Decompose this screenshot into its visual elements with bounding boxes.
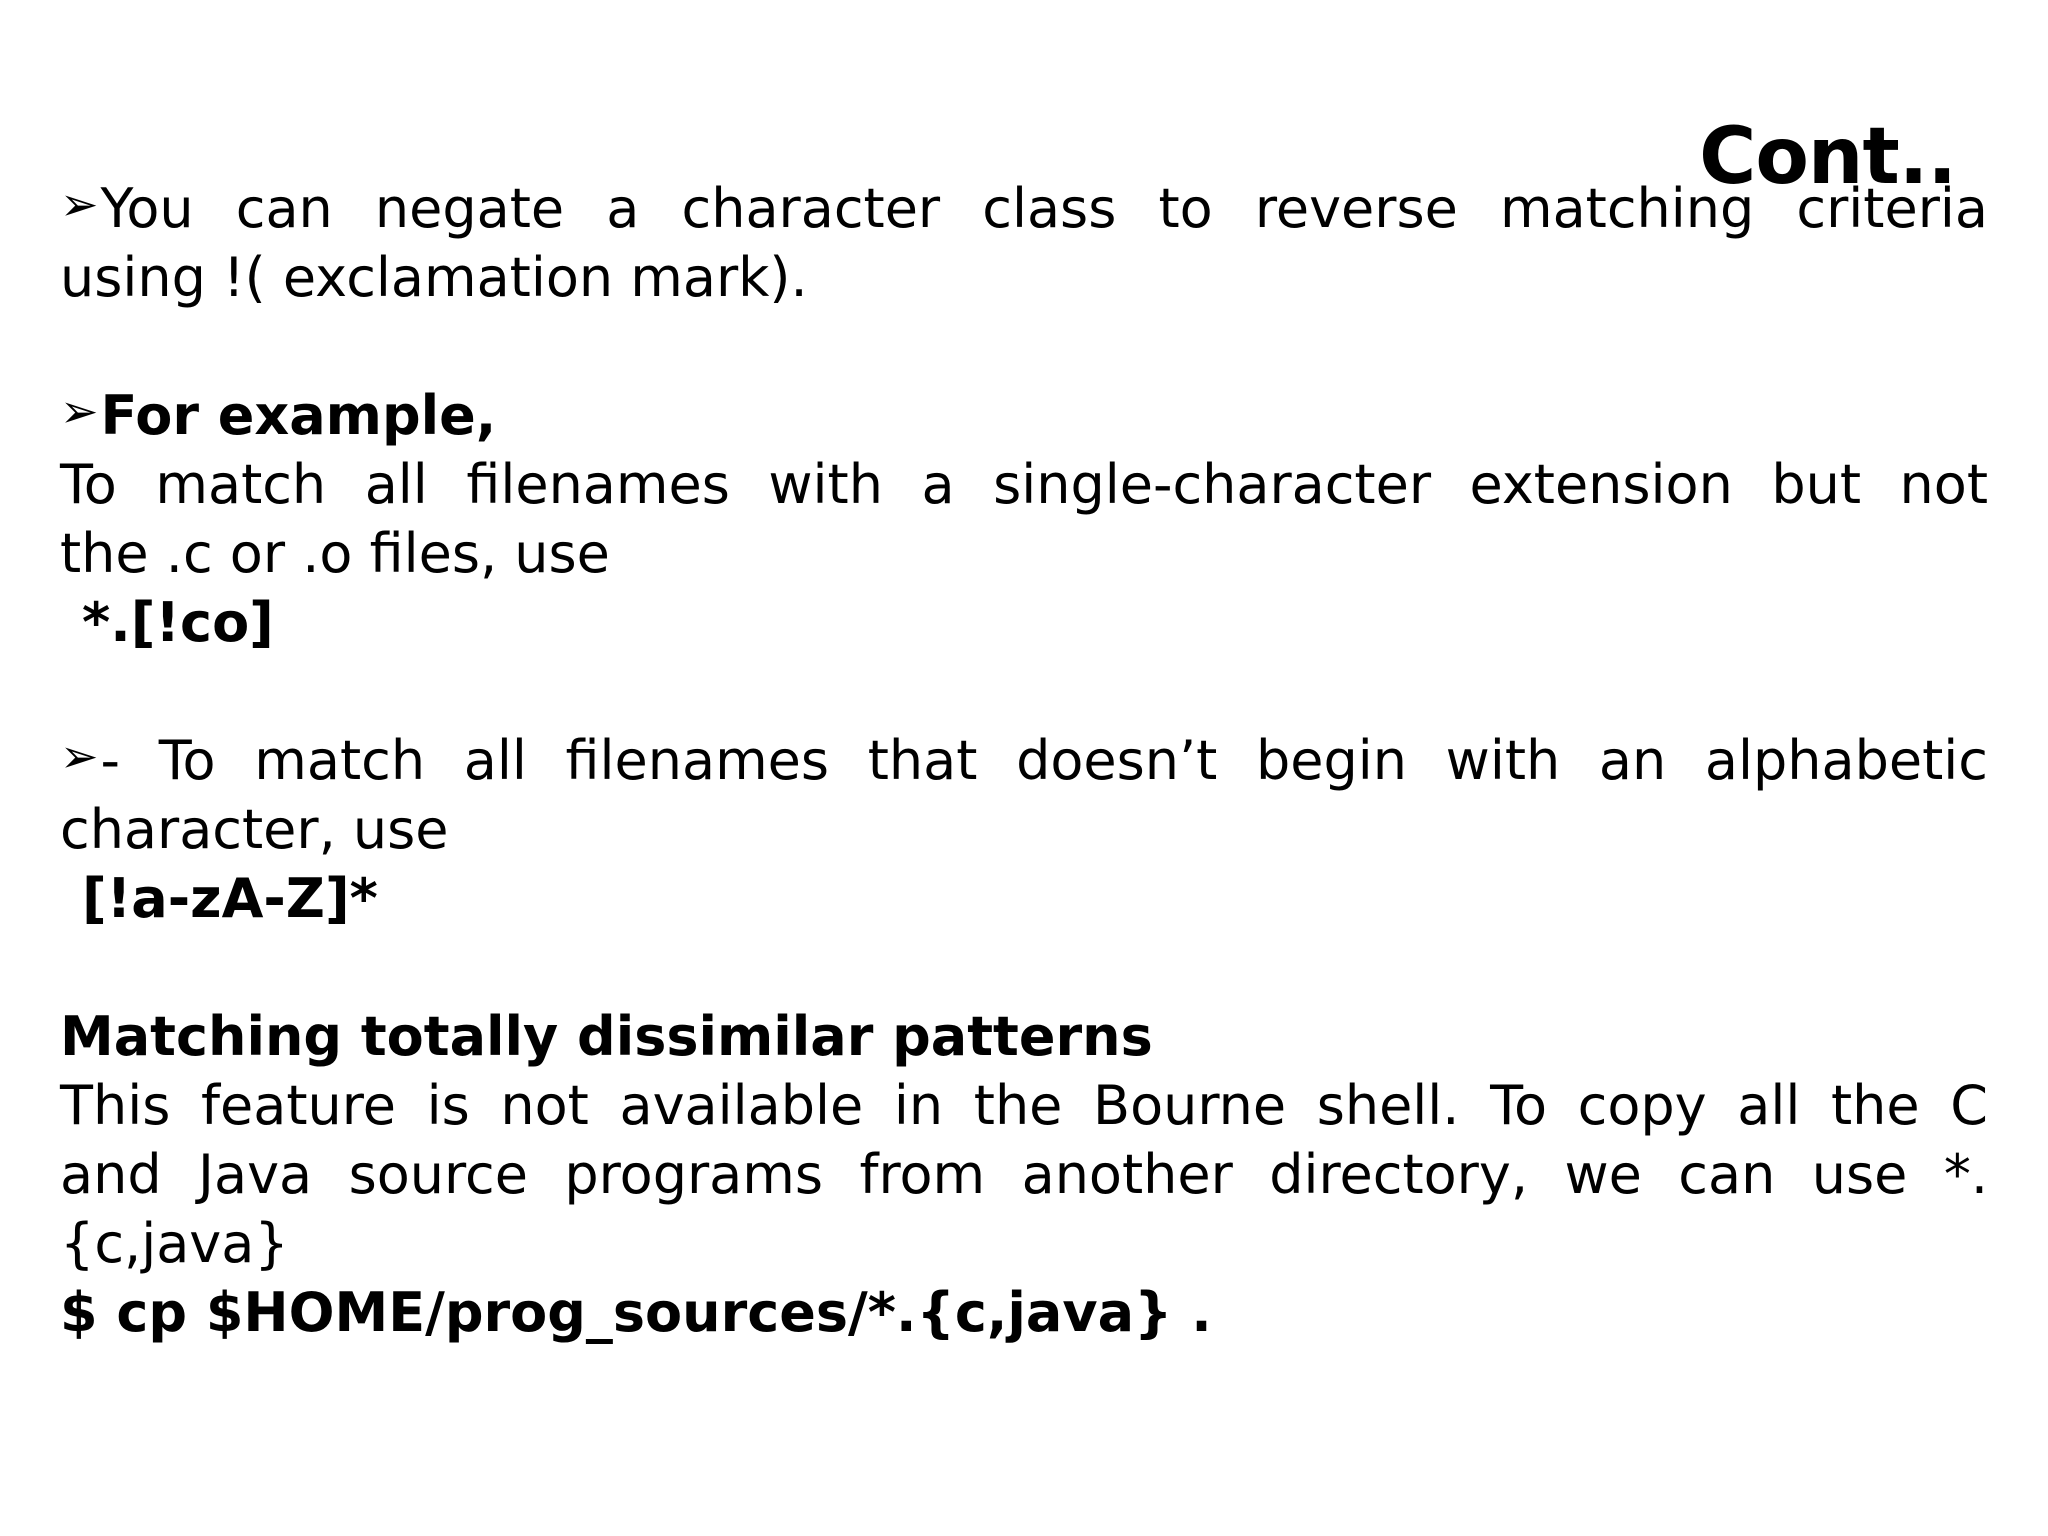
para2-line2: the .c or .o files, use (60, 522, 610, 585)
para3-line1 (60, 726, 1988, 795)
para1-line2: using !( exclamation mark). (60, 246, 808, 309)
para1-line1 (60, 174, 1988, 243)
para4-heading: Matching totally dissimilar patterns (60, 1005, 1153, 1068)
para3-code: [!a-zA-Z]* (82, 867, 378, 930)
spacer (60, 933, 1988, 1002)
para2-line1: To match all filenames with a single-character extension but not (60, 453, 1988, 516)
spacer (60, 312, 1988, 381)
slide-content (60, 174, 1988, 1347)
para4-line1: This feature is not available in the Bourne shell. To copy all the C (60, 1074, 1988, 1137)
arrow-bullet-icon: ➢ (60, 729, 99, 783)
para4-command: $ cp $HOME/prog_sources/*.{c,java} . (60, 1281, 1212, 1344)
slide-title: Cont.. (1699, 112, 1956, 202)
para4-line3: {c,java} (60, 1212, 289, 1275)
para3-line1-text: - To match all filenames that doesn’t begin with an alphabetic (100, 729, 1988, 792)
para1-line1-text: You can negate a character class to reverse matching criteria (100, 177, 1988, 240)
para2-heading-line (60, 381, 1988, 450)
arrow-bullet-icon: ➢ (60, 177, 99, 231)
para2-heading: For example, (100, 384, 497, 447)
para4-line2: and Java source programs from another directory, we can use *. (60, 1143, 1988, 1206)
para3-line2: character, use (60, 798, 449, 861)
arrow-bullet-icon: ➢ (60, 384, 99, 438)
spacer (60, 657, 1988, 726)
para2-code: *.[!co] (82, 591, 274, 654)
